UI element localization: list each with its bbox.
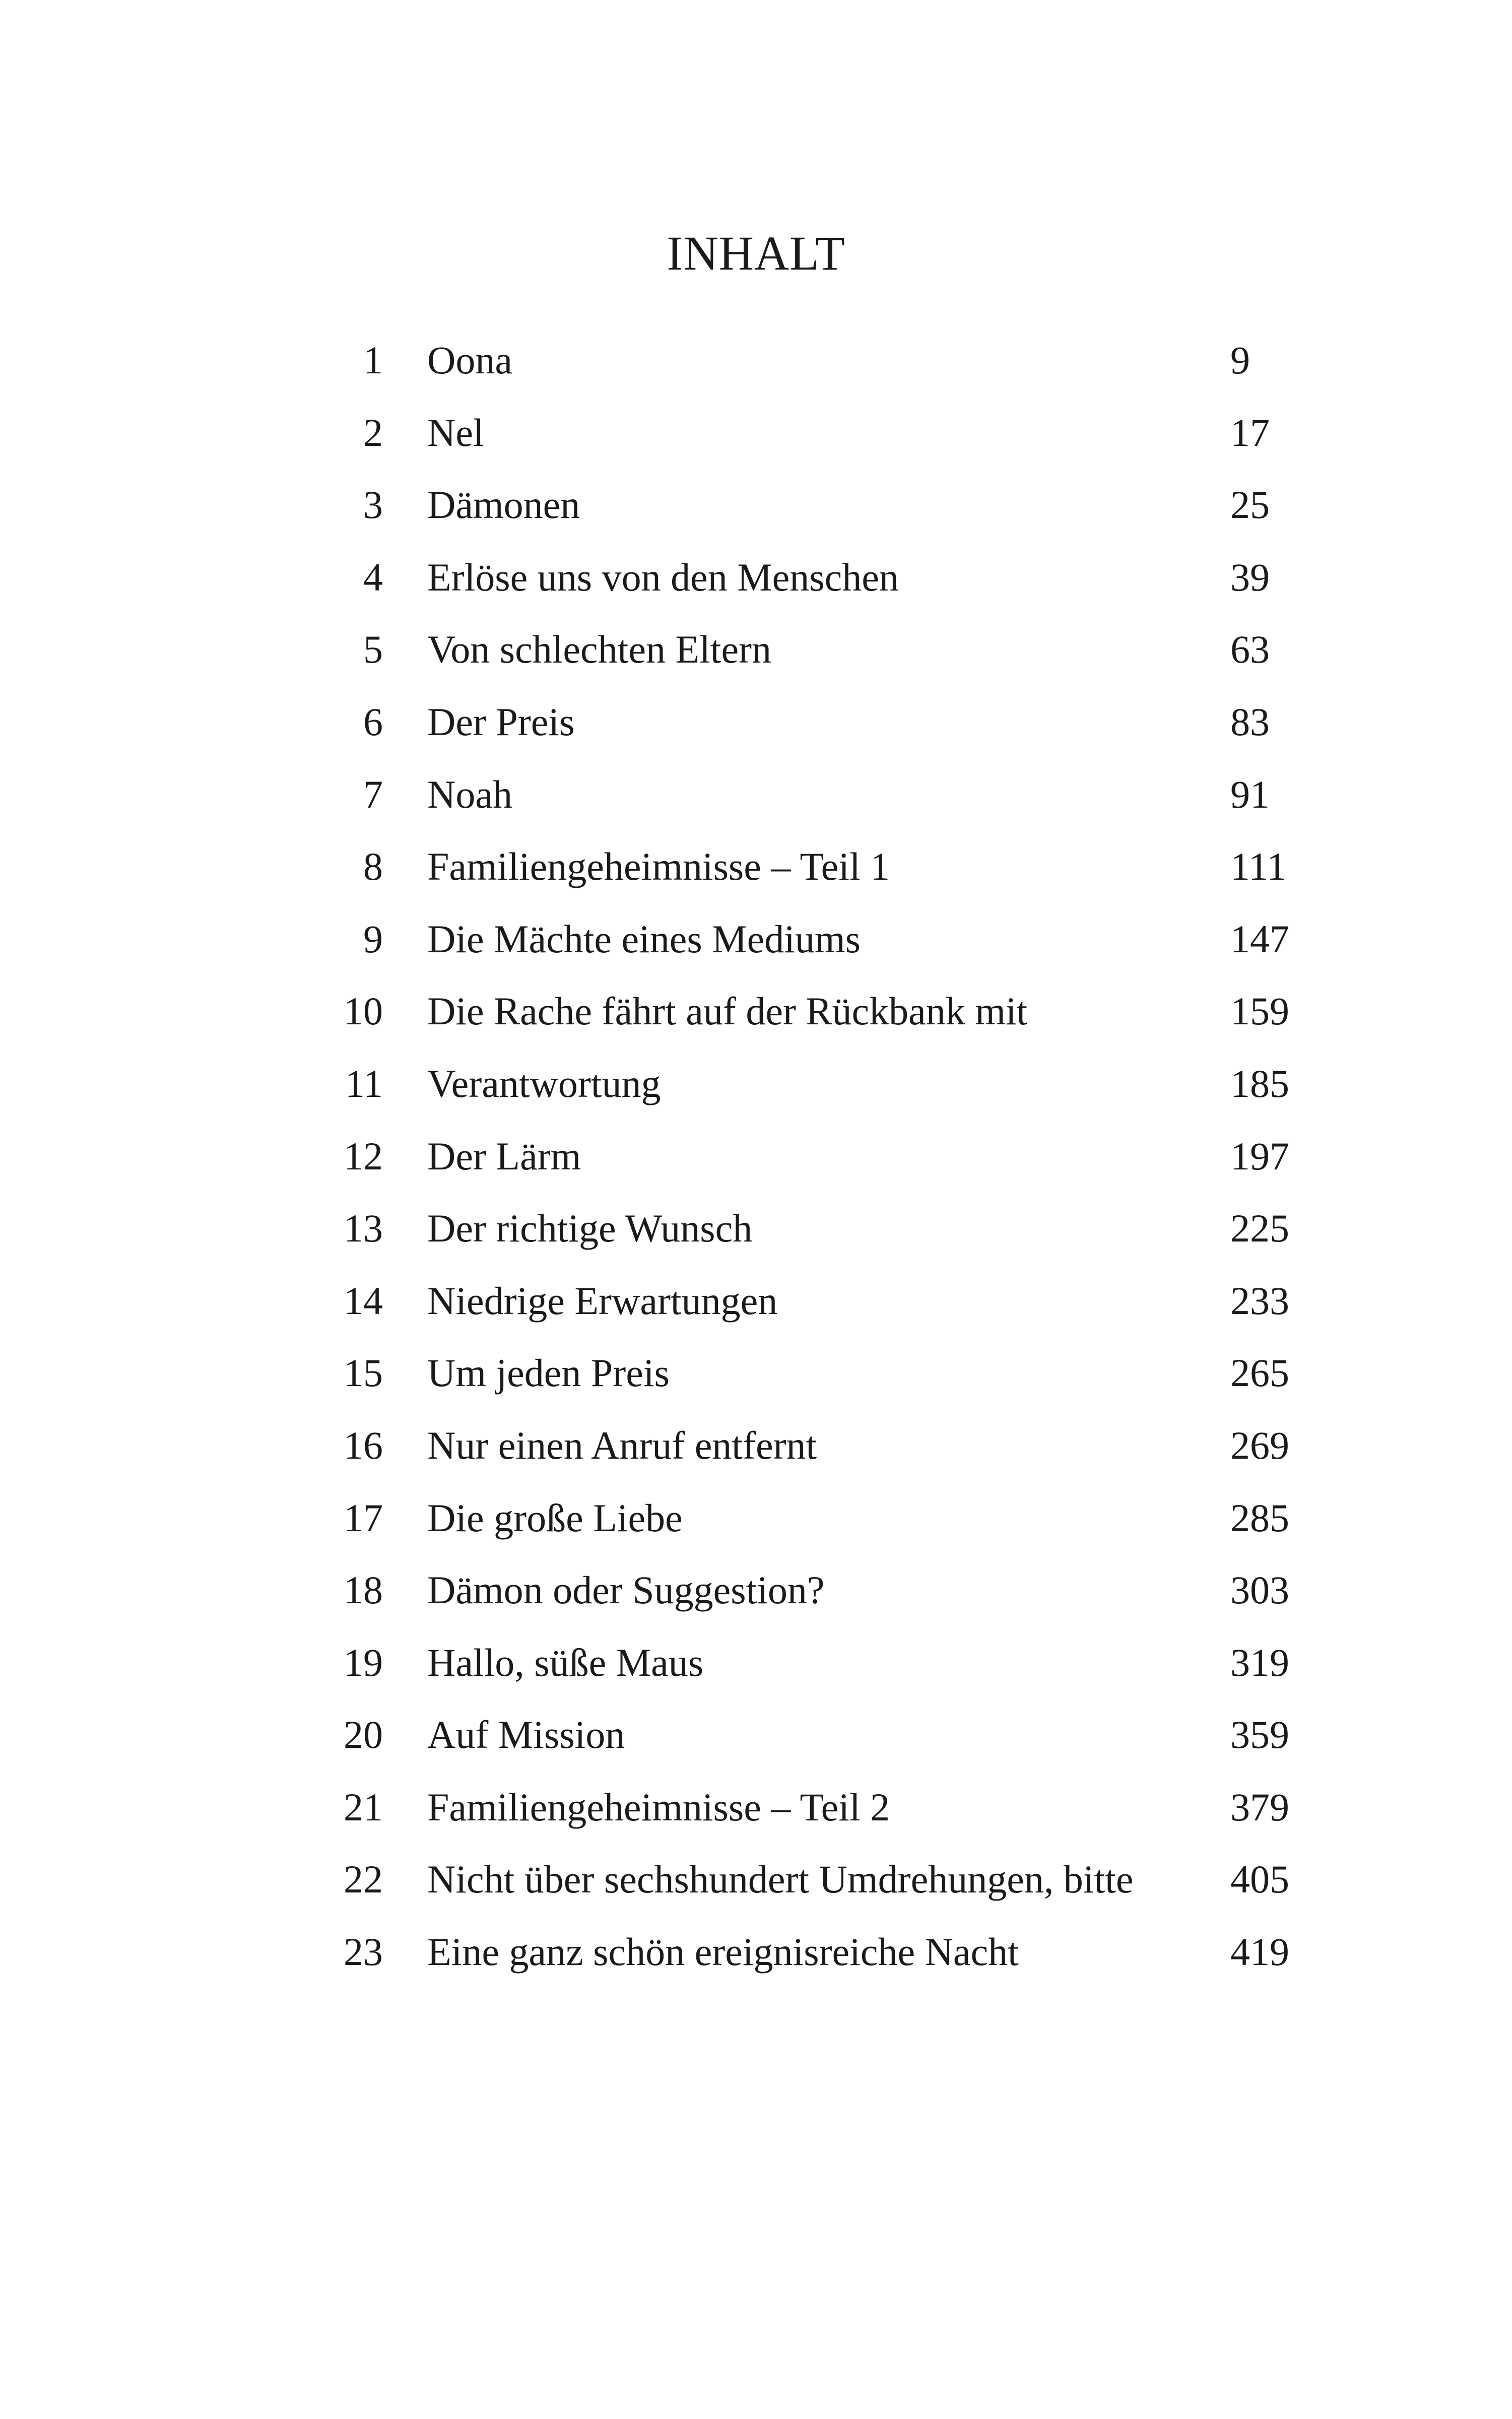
chapter-title: Der Lärm xyxy=(427,1134,581,1178)
chapter-number: 14 xyxy=(344,1278,383,1323)
chapter-number: 10 xyxy=(344,989,383,1033)
chapter-title: Oona xyxy=(427,338,512,382)
toc-entry xyxy=(0,1710,1512,1782)
chapter-title: Dämon oder Suggestion? xyxy=(427,1568,825,1612)
chapter-title: Niedrige Erwartungen xyxy=(427,1278,778,1323)
page-number: 147 xyxy=(1230,917,1289,961)
chapter-number: 22 xyxy=(344,1857,383,1902)
chapter-number: 4 xyxy=(363,555,383,599)
toc-entry xyxy=(0,408,1512,480)
toc-entry xyxy=(0,624,1512,697)
page-number: 233 xyxy=(1230,1278,1289,1323)
page-number: 285 xyxy=(1230,1495,1289,1540)
chapter-number: 16 xyxy=(344,1423,383,1467)
chapter-title: Die große Liebe xyxy=(427,1495,683,1540)
page-number: 265 xyxy=(1230,1351,1289,1395)
chapter-title: Eine ganz schön ereignisreiche Nacht xyxy=(427,1930,1019,1974)
table-of-contents xyxy=(0,335,1512,1999)
chapter-number: 19 xyxy=(344,1640,383,1684)
toc-entry xyxy=(0,1638,1512,1710)
toc-entry xyxy=(0,914,1512,987)
page-number: 197 xyxy=(1230,1134,1289,1178)
chapter-title: Von schlechten Eltern xyxy=(427,627,772,672)
toc-entry xyxy=(0,1203,1512,1276)
page-number: 63 xyxy=(1230,627,1270,672)
chapter-title: Verantwortung xyxy=(427,1061,661,1105)
chapter-title: Die Mächte eines Mediums xyxy=(427,917,861,961)
chapter-number: 13 xyxy=(344,1206,383,1251)
chapter-title: Um jeden Preis xyxy=(427,1351,670,1395)
toc-entry xyxy=(0,1565,1512,1638)
page-number: 9 xyxy=(1230,338,1250,382)
chapter-title: Nur einen Anruf entfernt xyxy=(427,1423,817,1467)
chapter-title: Die Rache fährt auf der Rückbank mit xyxy=(427,989,1028,1033)
toc-entry xyxy=(0,769,1512,842)
toc-entry xyxy=(0,1420,1512,1493)
page-number: 185 xyxy=(1230,1061,1289,1105)
toc-entry xyxy=(0,697,1512,769)
toc-entry xyxy=(0,1493,1512,1565)
chapter-title: Auf Mission xyxy=(427,1713,625,1757)
chapter-number: 11 xyxy=(345,1061,383,1105)
page-number: 405 xyxy=(1230,1857,1289,1902)
page-number: 225 xyxy=(1230,1206,1289,1251)
toc-entry xyxy=(0,841,1512,914)
page-number: 83 xyxy=(1230,699,1270,744)
page-number: 111 xyxy=(1230,844,1287,889)
toc-entry xyxy=(0,335,1512,408)
chapter-number: 18 xyxy=(344,1568,383,1612)
chapter-title: Der richtige Wunsch xyxy=(427,1206,753,1251)
page-number: 17 xyxy=(1230,410,1270,454)
chapter-title: Hallo, süße Maus xyxy=(427,1640,704,1684)
toc-entry xyxy=(0,1782,1512,1855)
chapter-number: 1 xyxy=(363,338,383,382)
chapter-title: Dämonen xyxy=(427,483,580,527)
chapter-number: 20 xyxy=(344,1713,383,1757)
chapter-title: Nicht über sechshundert Umdrehungen, bitte xyxy=(427,1857,1134,1902)
chapter-title: Erlöse uns von den Menschen xyxy=(427,555,899,599)
chapter-title: Familiengeheimnisse – Teil 2 xyxy=(427,1785,890,1829)
page-number: 319 xyxy=(1230,1640,1289,1684)
toc-entry xyxy=(0,1854,1512,1927)
chapter-number: 21 xyxy=(344,1785,383,1829)
toc-entry xyxy=(0,1131,1512,1204)
chapter-number: 23 xyxy=(344,1930,383,1974)
chapter-title: Noah xyxy=(427,772,512,816)
toc-entry xyxy=(0,1276,1512,1348)
page-number: 91 xyxy=(1230,772,1270,816)
toc-entry xyxy=(0,986,1512,1059)
chapter-title: Familiengeheimnisse – Teil 1 xyxy=(427,844,890,889)
chapter-number: 12 xyxy=(344,1134,383,1178)
chapter-number: 6 xyxy=(363,699,383,744)
page-number: 359 xyxy=(1230,1713,1289,1757)
chapter-number: 15 xyxy=(344,1351,383,1395)
page-number: 25 xyxy=(1230,483,1270,527)
chapter-number: 5 xyxy=(363,627,383,672)
page-number: 39 xyxy=(1230,555,1270,599)
page-number: 303 xyxy=(1230,1568,1289,1612)
chapter-number: 7 xyxy=(363,772,383,816)
toc-entry xyxy=(0,1059,1512,1131)
chapter-number: 17 xyxy=(344,1495,383,1540)
chapter-number: 3 xyxy=(363,483,383,527)
chapter-title: Nel xyxy=(427,410,484,454)
chapter-number: 2 xyxy=(363,410,383,454)
toc-entry xyxy=(0,1927,1512,1999)
page-number: 159 xyxy=(1230,989,1289,1033)
page-number: 379 xyxy=(1230,1785,1289,1829)
toc-entry xyxy=(0,552,1512,625)
chapter-number: 9 xyxy=(363,917,383,961)
page-number: 269 xyxy=(1230,1423,1289,1467)
chapter-number: 8 xyxy=(363,844,383,889)
chapter-title: Der Preis xyxy=(427,699,575,744)
page-title: INHALT xyxy=(667,226,845,280)
toc-entry xyxy=(0,480,1512,552)
page-number: 419 xyxy=(1230,1930,1289,1974)
toc-entry xyxy=(0,1348,1512,1420)
